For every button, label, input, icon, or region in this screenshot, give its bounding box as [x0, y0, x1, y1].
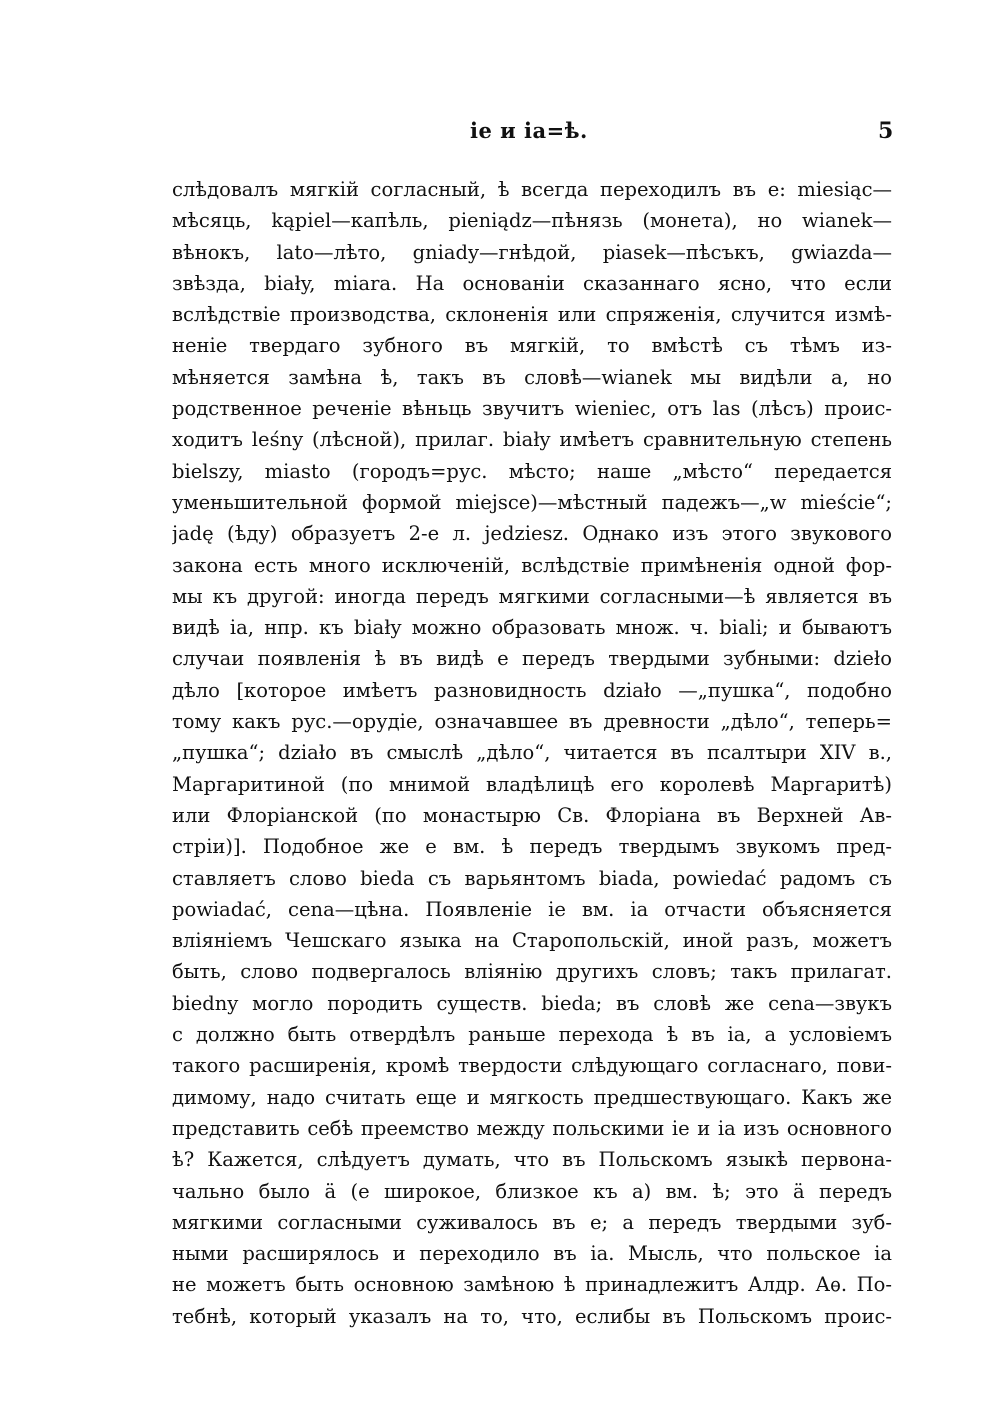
text-line: jadę (ѣду) образуетъ 2-е л. jedziesz. Однако изъ этого звукового	[172, 522, 892, 546]
text-line: представить себѣ преемство между польскими ie и ia изъ основного	[172, 1116, 892, 1140]
text-line: c должно быть отвердѣлъ раньше перехода ѣ въ ia, а условіемъ	[172, 1023, 892, 1047]
text-line: bielszy, miasto (городъ=рус. мѣсто; наше „мѣсто“ передается	[172, 459, 892, 483]
text-line: ѣ? Кажется, слѣдуетъ думать, что въ Польскомъ языкѣ первона-	[172, 1148, 892, 1172]
page-number: 5	[878, 118, 894, 144]
text-line: тому какъ рус.—орудіе, означавшее въ древности „дѣло“, теперь=	[172, 710, 892, 734]
text-line: ставляетъ слово bieda съ варьянтомъ biada, powiedać радомъ съ	[172, 866, 892, 890]
text-line: неніе твердаго зубного въ мягкій, то вмѣстѣ съ тѣмъ из-	[172, 334, 892, 358]
text-line: ходитъ leśny (лѣсной), прилаг. biały имѣетъ сравнительную степень	[172, 428, 892, 452]
text-line: мы къ другой: иногда передъ мягкими согласными—ѣ является въ	[172, 584, 892, 608]
text-line: Маргаритиной (по мнимой владѣлицѣ его королевѣ Маргаритѣ)	[172, 772, 892, 796]
text-line: звѣзда, biały, miara. На основаніи сказаннаго ясно, что если	[172, 271, 892, 295]
text-line: быть, слово подвергалось вліянію другихъ словъ; такъ прилагат.	[172, 960, 892, 984]
text-line: дѣло [которое имѣетъ разновидность działo —„пушка“, подобно	[172, 678, 892, 702]
text-line: мягкими согласными суживалось въ e; а передъ твердыми зуб-	[172, 1210, 892, 1234]
text-line: powiadać, cena—цѣна. Появленіе ie вм. ia отчасти объясняется	[172, 897, 892, 921]
text-line: ными расширялось и переходило въ ia. Мысль, что польское ia	[172, 1242, 892, 1266]
text-line: родственное реченіе вѣньць звучитъ wieniec, отъ las (лѣсъ) проис-	[172, 397, 892, 421]
text-line: „пушка“; działo въ смыслѣ „дѣло“, читается въ псалтыри XIV в.,	[172, 741, 892, 765]
text-line: чально было ä (e широкое, близкое къ a) вм. ѣ; это ä передъ	[172, 1179, 892, 1203]
text-line: тебнѣ, который указалъ на то, что, еслибы въ Польскомъ проис-	[172, 1304, 892, 1328]
body-text	[172, 174, 892, 1332]
text-line: мѣсяць, kąpiel—капѣль, pieniądz—пѣнязь (монета), но wianek—	[172, 209, 892, 233]
running-head-title: ie и ia=ѣ.	[470, 118, 588, 143]
text-line: вліяніемъ Чешскаго языка на Старопольскій, иной разъ, можетъ	[172, 929, 892, 953]
text-line: стріи)]. Подобное же e вм. ѣ передъ твердымъ звукомъ пред-	[172, 835, 892, 859]
text-line: слѣдовалъ мягкій согласный, ѣ всегда переходилъ въ e: miesiąc—	[172, 178, 892, 201]
text-line: мѣняется замѣна ѣ, такъ въ словѣ—wianek мы видѣли a, но	[172, 365, 892, 389]
text-line: случаи появленія ѣ въ видѣ e передъ твердыми зубными: dzieło	[172, 647, 892, 671]
text-line: или Флоріанской (по монастырю Св. Флоріана въ Верхней Ав-	[172, 803, 892, 827]
text-line: уменьшительной формой miejsce)—мѣстный падежъ—„w mieście“;	[172, 490, 892, 514]
text-line: закона есть много исключеній, вслѣдствіе примѣненія одной фор-	[172, 553, 892, 577]
text-line: biedny могло породить существ. bieda; въ словѣ же cena—звукъ	[172, 991, 892, 1015]
text-line: не можетъ быть основною замѣною ѣ принадлежитъ Алдр. Аѳ. По-	[172, 1273, 892, 1297]
text-line: вѣнокъ, lato—лѣто, gniady—гнѣдой, piasek—пѣсъкъ, gwiazda—	[172, 240, 892, 264]
text-line: видѣ ia, нпр. къ biały можно образовать множ. ч. biali; и бываютъ	[172, 616, 892, 640]
running-head	[0, 118, 1000, 148]
text-line: такого расширенія, кромѣ твердости слѣдующаго согласнаго, пови-	[172, 1054, 892, 1078]
text-line: димому, надо считать еще и мягкость предшествующаго. Какъ же	[172, 1085, 892, 1109]
text-line: вслѣдствіе производства, склоненія или спряженія, случится измѣ-	[172, 303, 892, 327]
